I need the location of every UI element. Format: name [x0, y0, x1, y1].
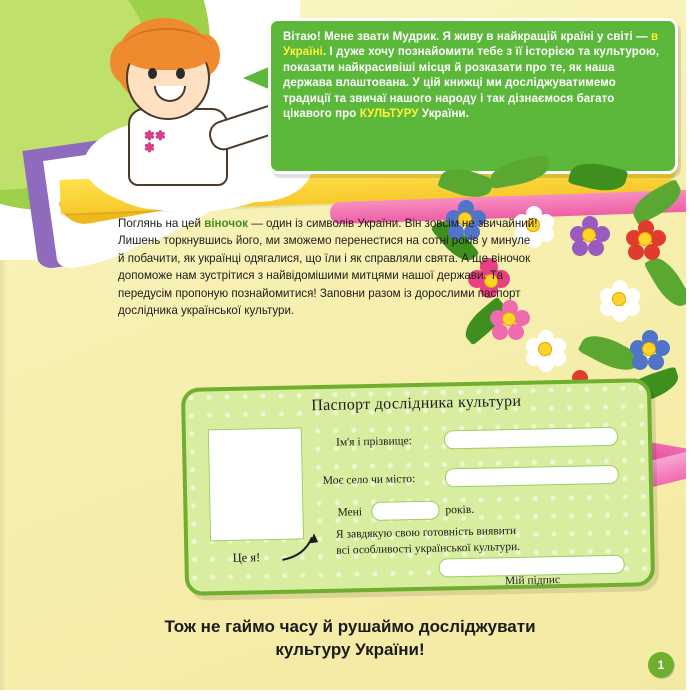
page-number: 1	[648, 652, 674, 678]
field-input-name[interactable]	[444, 427, 618, 450]
closing-slogan	[0, 615, 700, 661]
shirt	[128, 108, 228, 186]
slogan-line-1: Тож не гаймо часу й рушаймо досліджувати	[164, 617, 536, 636]
field-label-age: Мені	[337, 506, 363, 519]
speech-bubble-tail	[243, 66, 271, 90]
photo-caption: Це я!	[232, 550, 261, 565]
hair-fringe	[122, 28, 212, 70]
field-label-city: Моє село чи місто:	[322, 473, 416, 487]
eye-left	[148, 68, 157, 79]
photo-placeholder[interactable]	[208, 427, 304, 541]
speech-text-mid: . І дуже хочу познайомити тебе з її історією та культурою, показати найкрасивіші місця й розказати про те, як наша держава влаштована. У цій книжці ми досліджуватимемо традиції та звичаї нашого народу і так дізнаємося багато цікавого про	[283, 46, 660, 121]
character-illustration	[92, 12, 282, 212]
field-input-age[interactable]	[371, 501, 439, 521]
statement-line-1: Я завдякую свою готовність виявити	[335, 524, 517, 541]
signature-label: Мій підпис	[504, 574, 561, 588]
intro-body: — один із символів України. Він зовсім не звичайний! Лишень торкнувшись його, ми зможемо перенестися на сотні років у минуле й побачити, як українці одягалися, що їли і як справляли свята. А ще віночок допоможе нам зустрітися з найвідомішими митцями нашої держави. Та передусім пропоную познайомитися! Заповни разом із дорослими паспорт дослідника української культури.	[118, 217, 538, 318]
slogan-line-2: культуру України!	[275, 640, 425, 659]
purple-flower-icon	[570, 216, 610, 256]
embroidery-pattern: ✽✽ ✽	[144, 128, 166, 155]
speech-text-before: Вітаю! Мене звати Мудрик. Я живу в найкращій країні у світі —	[283, 31, 652, 43]
intro-highlight-wreath: віночок	[204, 217, 248, 230]
page-bottom-edge	[0, 690, 700, 700]
leaf-icon	[568, 158, 629, 197]
leaf-icon	[628, 179, 687, 226]
field-input-city[interactable]	[445, 465, 619, 488]
page-right-edge	[686, 0, 700, 700]
leaf-icon	[437, 162, 495, 204]
arrow-icon	[280, 531, 323, 562]
speech-bubble	[268, 18, 678, 174]
eye-right	[176, 68, 185, 79]
speech-text-after: України.	[418, 108, 470, 121]
intro-lead: Поглянь на цей	[118, 217, 201, 230]
red-flower-icon	[626, 220, 666, 260]
daisy-flower-icon	[526, 330, 566, 370]
field-label-name: Ім'я і прізвище:	[335, 435, 412, 449]
speech-highlight-culture: КУЛЬТУРУ	[359, 108, 419, 121]
intro-paragraph	[118, 215, 538, 319]
leaf-icon	[488, 155, 551, 189]
blue-flower-icon	[630, 330, 670, 370]
field-label-age-years: років.	[445, 503, 475, 517]
daisy-flower-icon	[600, 280, 640, 320]
statement-line-2: всі особливості української культури.	[336, 540, 521, 557]
speech-highlight-ukraine: в Україні	[283, 31, 659, 59]
passport-card	[181, 378, 655, 596]
passport-title: Паспорт дослідника культури	[311, 392, 522, 415]
